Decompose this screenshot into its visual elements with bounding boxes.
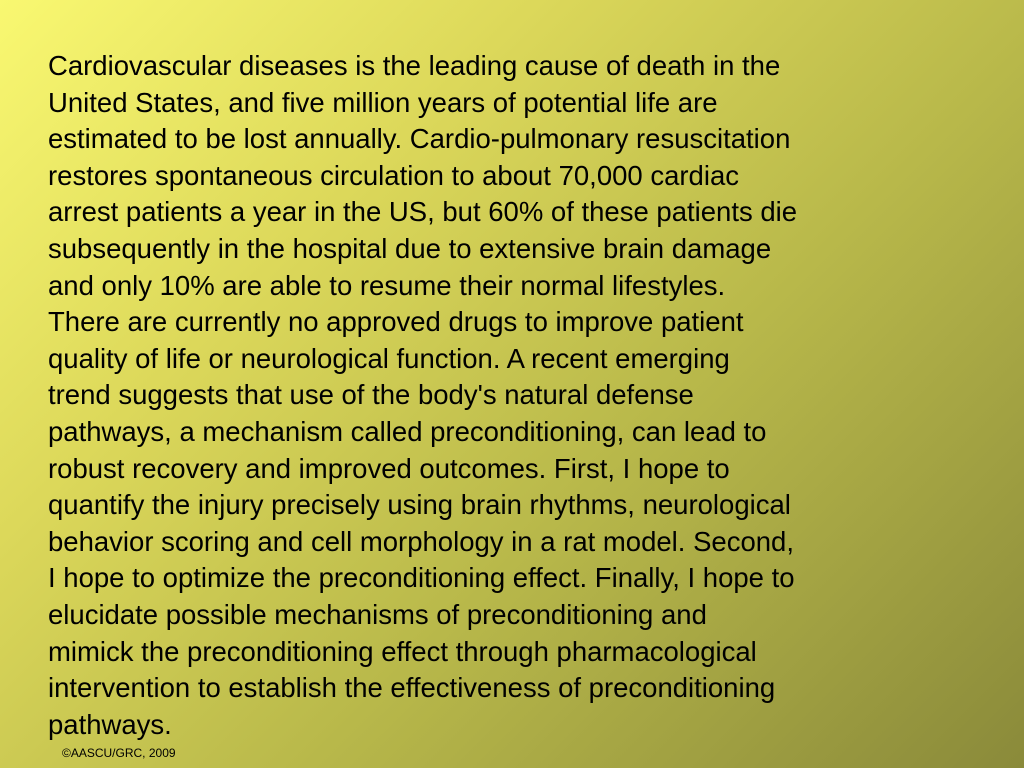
slide-body-text: Cardiovascular diseases is the leading cause of death in the United States, and five million years of potential life are estimated to be lost annually. Cardio-pulmonary resuscitation restores spontaneous circulation to about 70,000 cardiac arrest patients a year in the US, but 60% of these patients die subsequently in the hospital due to extensive brain damage and only 10% are able to resume their normal lifestyles. There are currently no approved drugs to improve patient quality of life or neurological function. A recent emerging trend suggests that use of the body's natural defense pathways, a mechanism called preconditioning, can lead to robust recovery and improved outcomes. First, I hope to quantify the injury precisely using brain rhythms, neurological behavior scoring and cell morphology in a rat model. Second, I hope to optimize the preconditioning effect. Finally, I hope to elucidate possible mechanisms of preconditioning and mimick the preconditioning effect through pharmacological intervention to establish the effectiveness of preconditioning pathways.: [48, 50, 798, 740]
copyright-notice: ©AASCU/GRC, 2009: [62, 746, 176, 760]
